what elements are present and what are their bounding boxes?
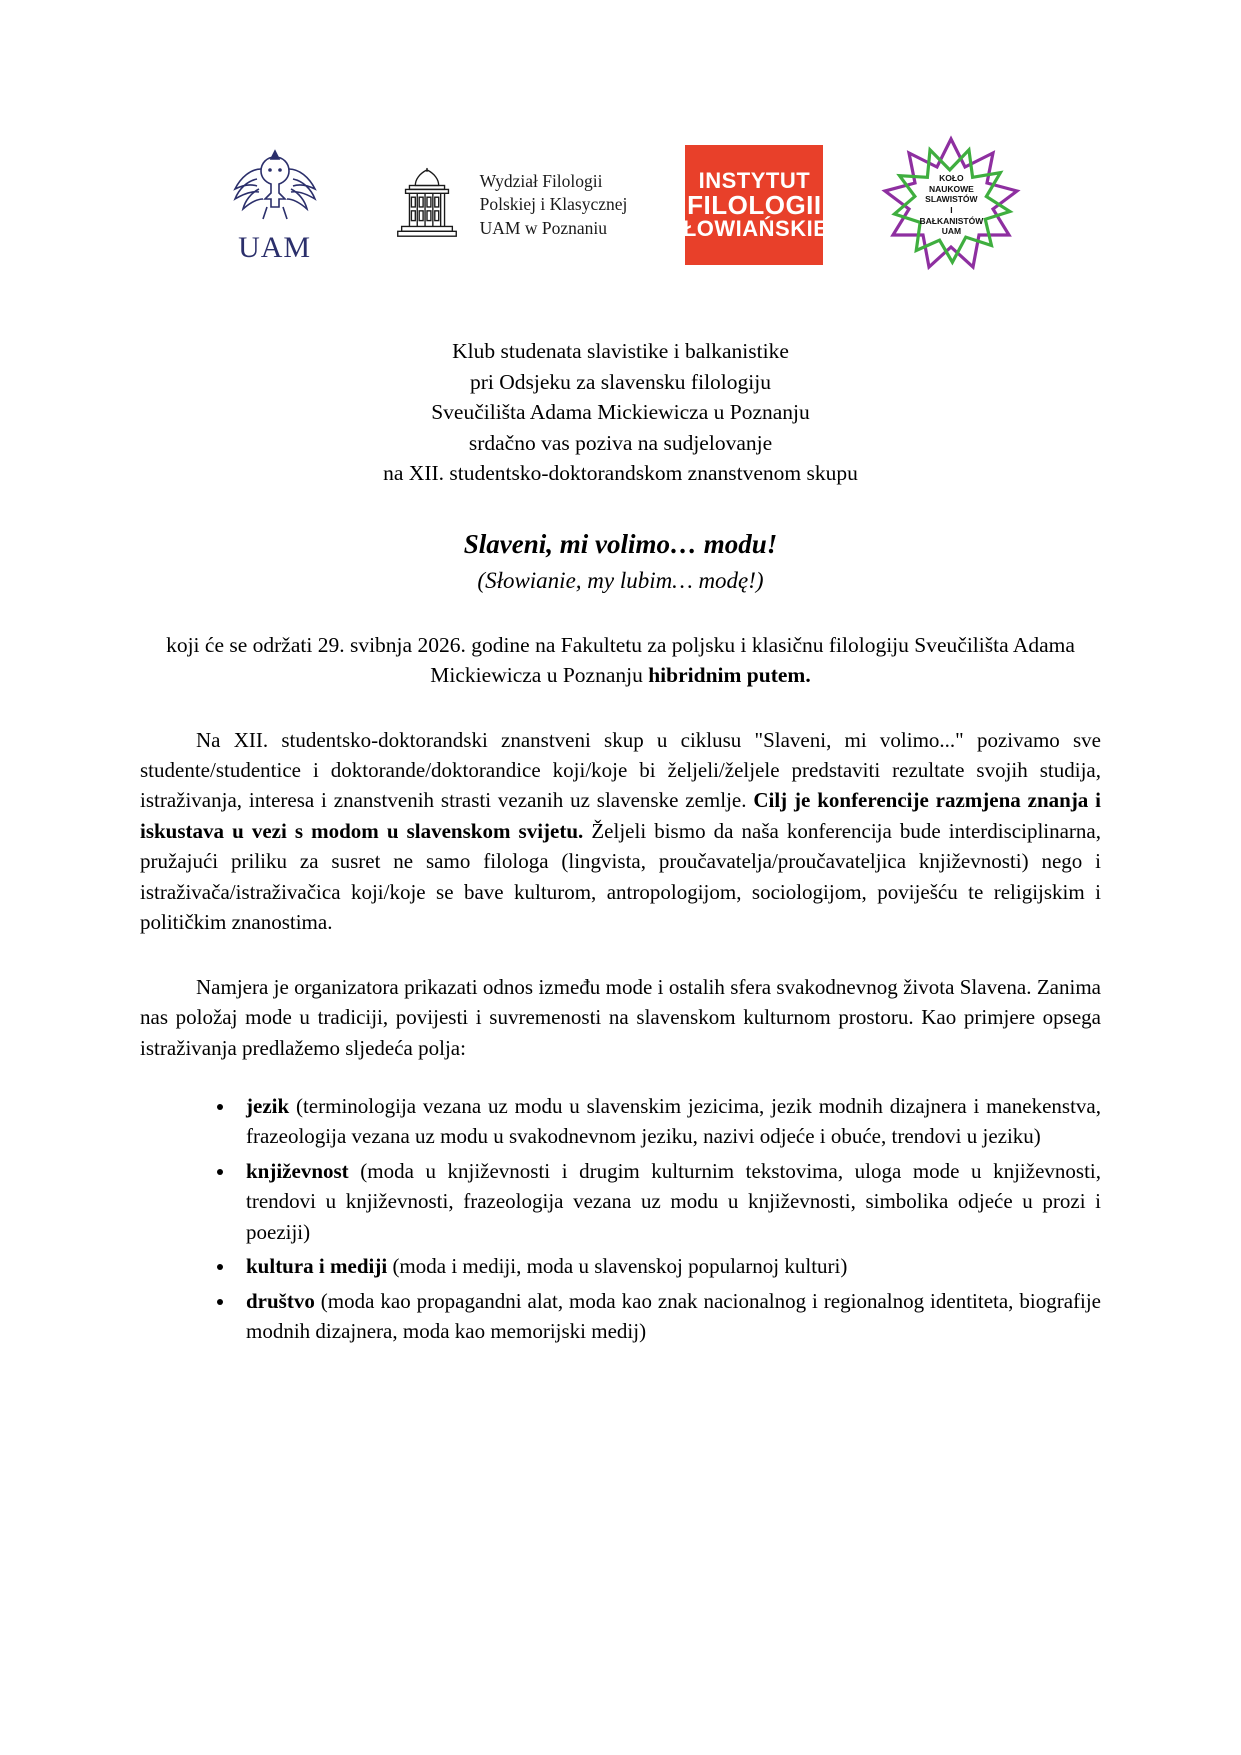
collegium-building-icon [388,166,466,244]
intro-line-2: pri Odsjeku za slavensku filologiju [470,369,771,394]
event-format: hibridnim putem. [648,663,811,688]
event-university: Sveučilišta Adama Mickiewicza u Poznanju [430,632,1075,688]
ifs-line-2: FILOLOGII [687,190,822,220]
kolo-line-5: BAŁKANISTÓW [919,215,984,226]
p1-goal-bold: Cilj je konferencije razmjena znanja i iskustava u vezi s modom u slavenskom svijetu. [140,788,1101,843]
p1-part-1: Na XII. studentsko-doktorandski znanstveni skup u ciklusu "Slaveni, mi volimo..." pozivamo sve studente/studentice i doktorande/doktorandice koji/koje bi željeli/željele predstaviti rezultate svojih studija, istraživanja, interesa i znanstvenih strasti vezanih uz slavenske zemlje. [140,727,1101,813]
event-details [140,630,1101,691]
event-date: koji će se održati 29. svibnja 2026. godine [166,632,530,657]
instytut-filologii-slowianskiej-logo [667,145,842,265]
kolo-line-4: I [950,205,953,215]
list-item [236,1091,1101,1152]
uam-wordmark: UAM [238,231,312,264]
event-venue: na Fakultetu za poljsku i klasičnu filologiju [535,632,909,657]
body-paragraph-1 [140,725,1101,938]
intro-line-1: Klub studenata slavistike i balkanistike [452,339,789,363]
kolo-line-2: NAUKOWE [928,183,974,194]
uam-eagle-logo [220,143,330,268]
ifs-line-1: INSTYTUT [698,168,811,193]
faculty-line-1: Wydział Filologii [479,170,603,191]
ifs-line-3: SŁOWIAŃSKIEJ [667,216,842,241]
intro-line-4: srdačno vas poziva na sudjelovanje [468,430,773,455]
faculty-line-2: Polskiej i Klasycznej [479,194,628,215]
kolo-line-3: SLAWISTÓW [925,194,978,205]
eagle-icon [227,145,323,237]
list-item [236,1286,1101,1347]
field-label-knjizevnost: književnost [246,1158,349,1183]
invitation-intro [140,336,1101,489]
field-text-jezik: (terminologija vezana uz modu u slavenskim jezicima, jezik modnih dizajnera i manekenstva, frazeologija vezana uz modu u svakodnevnom jeziku, nazivi odjeće i obuće, trendovi u jeziku) [246,1093,1101,1149]
field-text-kultura-i-mediji: (moda i mediji, moda u slavenskoj popularnoj kulturi) [387,1254,848,1279]
logo-band [140,130,1101,280]
faculty-line-3: UAM w Poznaniu [479,217,607,238]
page-title: Slaveni, mi volimo… modu! [463,528,778,559]
field-text-knjizevnost: (moda u književnosti i drugim kulturnim tekstovima, uloga mode u književnosti, trendovi u književnosti, frazeologija vezana uz modu u književnosti, simbolika odjeće u prozi i poeziji) [246,1158,1101,1244]
kolo-naukowe-text [908,173,994,237]
kolo-line-1: KOŁO [939,173,964,184]
body-paragraph-2: Namjera je organizatora prikazati odnos između mode i ostalih sfera svakodnevnog života Slavena. Zanima nas položaj mode u tradiciji, povijesti i suvremenosti na slavenskom kulturnom prostoru. Kao primjere opsega istraživanja predlažemo sljedeća polja: [140,974,1101,1060]
kolo-naukowe-logo [881,135,1021,275]
field-label-jezik: jezik [246,1093,290,1118]
page-subtitle: (Słowianie, my lubim… modę!) [477,567,764,593]
wydzial-filologii-logo [388,166,628,244]
field-text-drustvo: (moda kao propagandni alat, moda kao znak nacionalnog i regionalnog identiteta, biografije modnih dizajnera, moda kao memorijski medij) [246,1288,1101,1344]
research-fields-list [140,1091,1101,1347]
field-label-drustvo: društvo [246,1288,315,1313]
p1-part-2: Željeli bismo da naša konferencija bude interdisciplinarna, pružajući priliku za susret ne samo filologa (lingvista, proučavatelja/proučavateljica književnosti) nego i istraživača/istraživačica koji/koje se bave kulturom, antropologijom, sociologijom, poviješću te religijskim i političkim znanostima. [140,818,1101,935]
field-label-kultura-i-mediji: kultura i mediji [246,1254,388,1279]
faculty-logo-text [480,170,628,241]
intro-line-5: na XII. studentsko-doktorandskom znanstvenom skupu [383,461,858,486]
list-item [236,1156,1101,1247]
intro-line-3: Sveučilišta Adama Mickiewicza u Poznanju [431,400,810,425]
kolo-line-6: UAM [941,226,962,237]
list-item [236,1251,1101,1281]
